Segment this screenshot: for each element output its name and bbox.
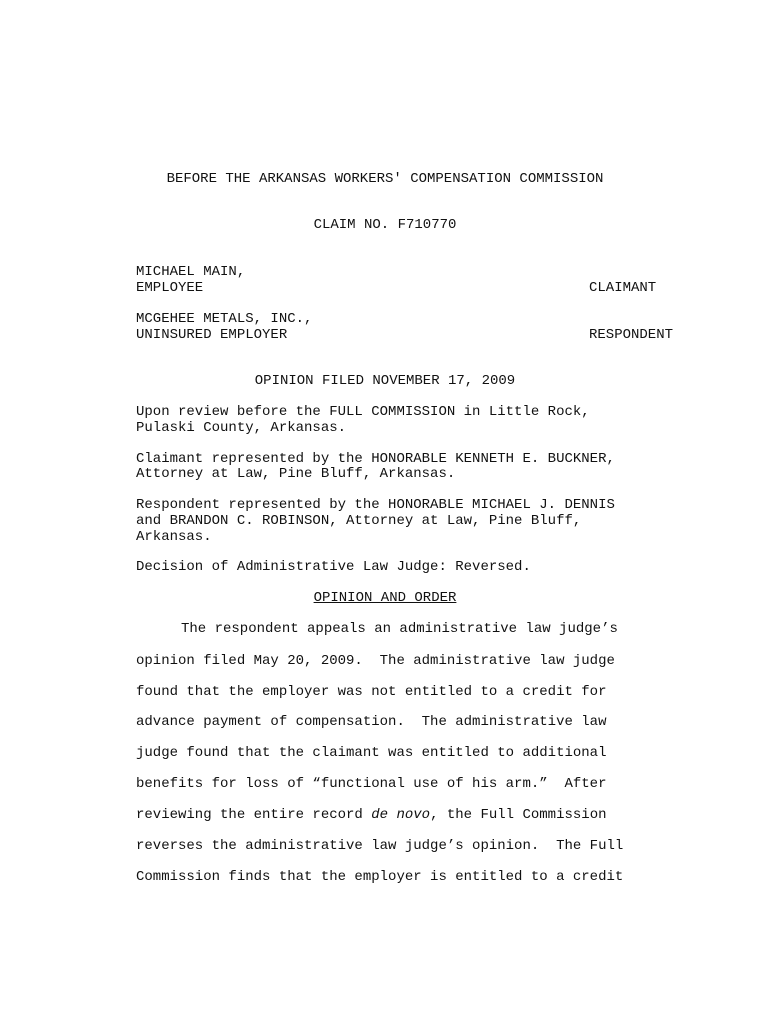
body-line-3: found that the employer was not entitled to a credit for [136,684,607,700]
claimant-rep-line-1: Claimant represented by the HONORABLE KENNETH E. BUCKNER, [136,451,615,467]
de-novo-phrase: de novo [371,807,431,823]
body-line-2: opinion filed May 20, 2009. The administrative law judge [136,653,615,669]
respondent-rep-line-1: Respondent represented by the HONORABLE MICHAEL J. DENNIS [136,497,615,513]
body-line-8: reverses the administrative law judge’s opinion. The Full [136,838,624,854]
commission-heading: BEFORE THE ARKANSAS WORKERS' COMPENSATION COMMISSION [166,171,604,187]
claimant-role: EMPLOYEE [136,280,204,296]
respondent-rep-line-3: Arkansas. [136,529,212,545]
claimant-name: MICHAEL MAIN, [136,264,246,280]
body-line-4: advance payment of compensation. The administrative law [136,714,607,730]
body-line-7-start: reviewing the entire record [136,807,372,823]
respondent-name: MCGEHEE METALS, INC., [136,311,313,327]
filed-date: OPINION FILED NOVEMBER 17, 2009 [254,373,516,389]
section-title: OPINION AND ORDER [313,590,457,606]
body-line-7-end: , the Full Commission [430,807,607,823]
body-line-1: The respondent appeals an administrative law judge’s [181,621,618,637]
body-line-7 [136,807,607,823]
review-line-2: Pulaski County, Arkansas. [136,420,347,436]
claim-number: CLAIM NO. F710770 [313,217,457,233]
respondent-role: UNINSURED EMPLOYER [136,327,288,343]
decision-line: Decision of Administrative Law Judge: Reversed. [136,559,531,575]
review-line-1: Upon review before the FULL COMMISSION in Little Rock, [136,404,590,420]
claimant-rep-line-2: Attorney at Law, Pine Bluff, Arkansas. [136,466,456,482]
respondent-rep-line-2: and BRANDON C. ROBINSON, Attorney at Law, Pine Bluff, [136,513,582,529]
body-line-6: benefits for loss of “functional use of his arm.” After [136,776,607,792]
body-line-9: Commission finds that the employer is entitled to a credit [136,869,624,885]
body-line-5: judge found that the claimant was entitled to additional [136,745,607,761]
claimant-label: CLAIMANT [589,280,657,296]
respondent-label: RESPONDENT [589,327,674,343]
